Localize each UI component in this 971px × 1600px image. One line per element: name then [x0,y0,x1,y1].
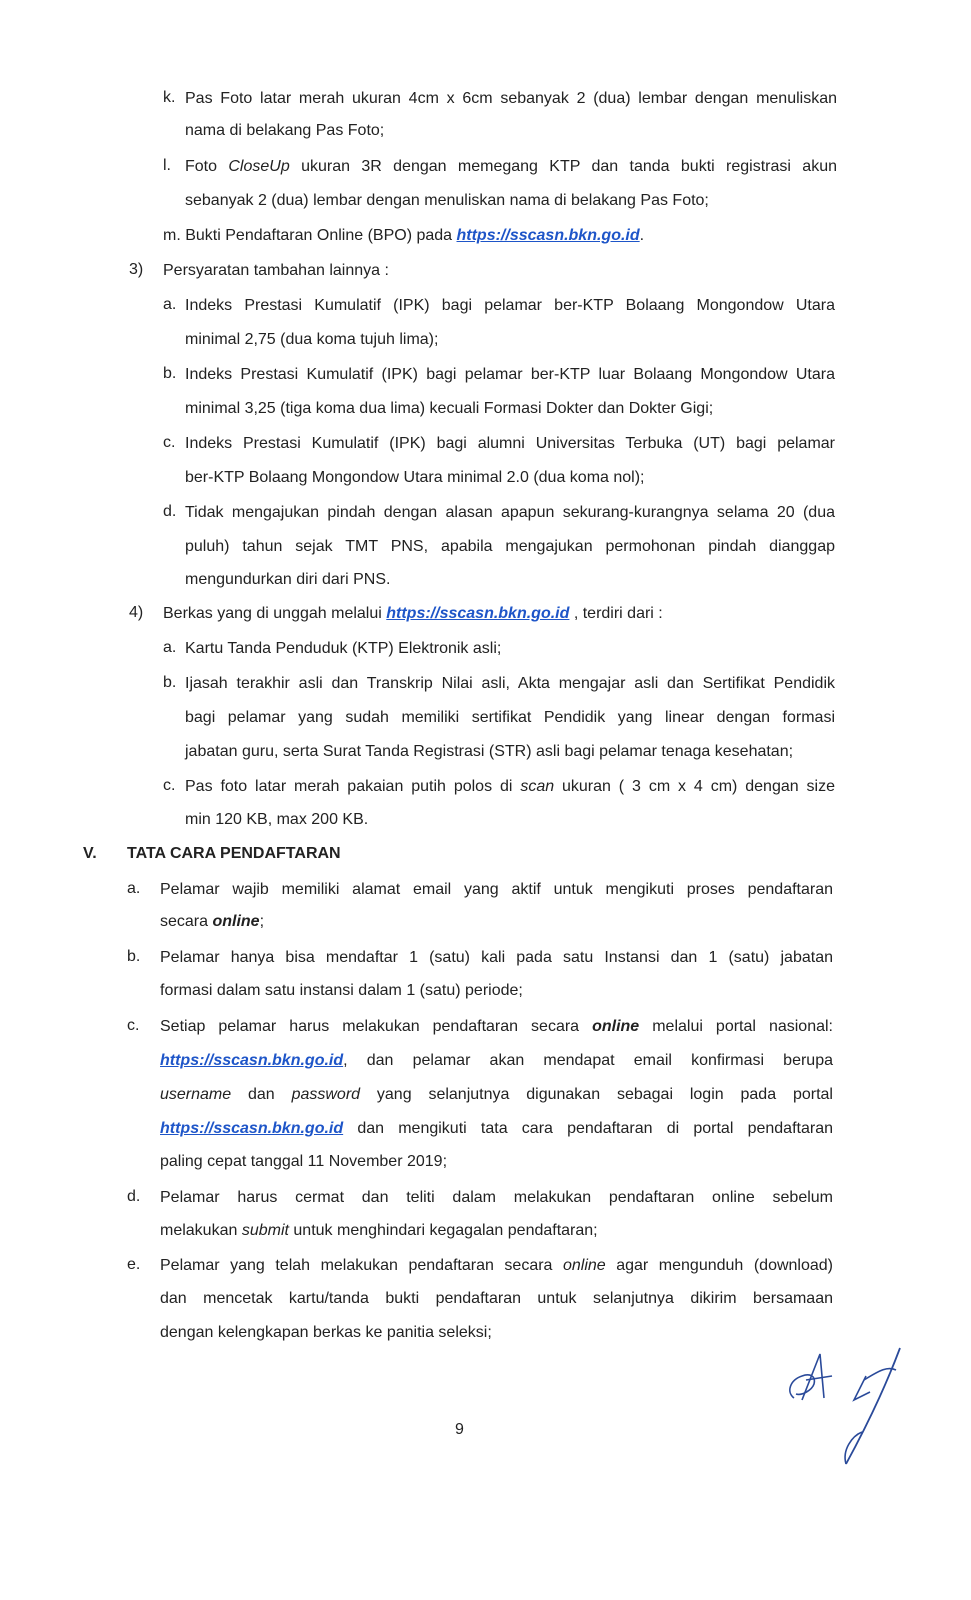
item-m-line [163,226,644,246]
section-v-item-b-line2: formasi dalam satu instansi dalam 1 (satu) periode; [160,982,523,999]
item-marker: e. [127,1256,141,1273]
text-run: ukuran 3R dengan memegang KTP dan tanda bukti registrasi akun [289,158,837,175]
emphasis-text: CloseUp [228,158,290,175]
item-marker: c. [163,434,176,451]
section-4-title [163,604,663,624]
section-3-item-a-line2: minimal 2,75 (dua koma tujuh lima); [185,331,439,348]
section-v-item-e-line3: dengan kelengkapan berkas ke panitia seleksi; [160,1324,492,1341]
item-marker: d. [127,1188,141,1205]
text-run: secara [160,913,213,930]
section-3-title: Persyaratan tambahan lainnya : [163,262,389,279]
emphasis-text: online [592,1018,640,1035]
text-run: untuk menghindari kegagalan pendaftaran; [288,1222,598,1239]
text-run: Berkas yang di unggah melalui [163,605,387,622]
text-run: Bukti Pendaftaran Online (BPO) pada [185,227,457,244]
text-run: agar mengunduh (download) [605,1257,834,1274]
item-marker: a. [163,639,177,656]
item-l-line1 [185,157,837,177]
section-4-item-b-line2: bagi pelamar yang sudah memiliki sertifikat Pendidik yang linear dengan formasi [185,709,835,726]
item-marker: b. [163,365,177,382]
section-v-item-c-line4 [160,1119,833,1139]
sscasn-link[interactable]: https://sscasn.bkn.go.id [160,1120,344,1137]
text-run: Pas foto latar merah pakaian putih polos di [185,778,521,795]
text-run: , terdiri dari : [569,605,663,622]
text-run: ; [259,913,265,930]
section-v-item-e-line2: dan mencetak kartu/tanda bukti pendaftaran untuk selanjutnya dikirim bersamaan [160,1290,833,1307]
section-v-item-e-line1 [160,1256,833,1276]
text-run: Setiap pelamar harus melakukan pendaftaran secara [160,1018,593,1035]
sscasn-link[interactable]: https://sscasn.bkn.go.id [386,605,570,622]
section-3-item-d-line1: Tidak mengajukan pindah dengan alasan apapun sekurang-kurangnya selama 20 (dua [185,504,835,521]
text-run: . [639,227,645,244]
text-run: , dan pelamar akan mendapat email konfirmasi berupa [343,1052,833,1069]
text-run: dan mengikuti tata cara pendaftaran di portal pendaftaran [343,1120,833,1137]
text-run: Pelamar yang telah melakukan pendaftaran secara [160,1257,563,1274]
section-4-item-c-line2: min 120 KB, max 200 KB. [185,811,369,828]
text-run: melalui portal nasional: [639,1018,834,1035]
item-k-line1: Pas Foto latar merah ukuran 4cm x 6cm sebanyak 2 (dua) lembar dengan menuliskan [185,90,837,107]
text-run: Foto [185,158,229,175]
item-marker: a. [163,296,177,313]
section-4-item-b-line1: Ijasah terakhir asli dan Transkrip Nilai asli, Akta mengajar asli dan Sertifikat Pendidik [185,675,835,692]
item-marker: c. [127,1017,140,1034]
section-v-marker: V. [83,845,97,862]
emphasis-text: online [563,1257,606,1274]
section-3-item-d-line3: mengundurkan diri dari PNS. [185,571,391,588]
section-v-item-c-line3 [160,1085,833,1105]
section-4-marker: 4) [129,604,144,621]
section-v-item-b-line1: Pelamar hanya bisa mendaftar 1 (satu) kali pada satu Instansi dan 1 (satu) jabatan [160,949,833,966]
item-marker: c. [163,777,176,794]
section-v-item-a-line2 [160,912,264,932]
item-marker: l. [163,157,171,174]
section-3-item-a-line1: Indeks Prestasi Kumulatif (IPK) bagi pelamar ber-KTP Bolaang Mongondow Utara [185,297,835,314]
emphasis-text: online [212,913,260,930]
item-marker: b. [163,674,177,691]
emphasis-text: username [160,1086,232,1103]
sscasn-link[interactable]: https://sscasn.bkn.go.id [160,1052,344,1069]
emphasis-text: submit [241,1222,289,1239]
section-3-item-c-line2: ber-KTP Bolaang Mongondow Utara minimal 2.0 (dua koma nol); [185,469,645,486]
item-marker: k. [163,89,176,106]
item-l-line2: sebanyak 2 (dua) lembar dengan menuliskan nama di belakang Pas Foto; [185,192,709,209]
section-3-marker: 3) [129,261,144,278]
emphasis-text: scan [520,778,555,795]
section-v-item-c-line2 [160,1051,833,1071]
section-4-item-a-line1: Kartu Tanda Penduduk (KTP) Elektronik asli; [185,640,502,657]
section-3-item-b-line2: minimal 3,25 (tiga koma dua lima) kecuali Formasi Dokter dan Dokter Gigi; [185,400,714,417]
text-run: dan [231,1086,292,1103]
section-4-item-b-line3: jabatan guru, serta Surat Tanda Registrasi (STR) asli bagi pelamar tenaga kesehatan; [185,743,794,760]
section-v-item-d-line2 [160,1221,598,1241]
item-marker: b. [127,948,141,965]
item-marker: a. [127,880,141,897]
section-v-title: TATA CARA PENDAFTARAN [127,845,341,862]
text-run: yang selanjutnya digunakan sebagai login pada portal [360,1086,833,1103]
section-v-item-d-line1: Pelamar harus cermat dan teliti dalam melakukan pendaftaran online sebelum [160,1189,833,1206]
section-4-item-c-line1 [185,777,835,797]
item-marker: d. [163,503,177,520]
section-v-item-c-line1 [160,1017,833,1037]
page-number: 9 [455,1421,464,1438]
section-v-item-a-line1: Pelamar wajib memiliki alamat email yang aktif untuk mengikuti proses pendaftaran [160,881,833,898]
section-3-item-c-line1: Indeks Prestasi Kumulatif (IPK) bagi alumni Universitas Terbuka (UT) bagi pelamar [185,435,835,452]
text-run: melakukan [160,1222,242,1239]
item-marker: m. [163,227,181,244]
emphasis-text: password [291,1086,361,1103]
handwritten-signature-icon [780,1340,940,1470]
item-k-line2: nama di belakang Pas Foto; [185,122,385,139]
text-run: ukuran ( 3 cm x 4 cm) dengan size [554,778,835,795]
sscasn-link[interactable]: https://sscasn.bkn.go.id [456,227,640,244]
section-3-item-b-line1: Indeks Prestasi Kumulatif (IPK) bagi pelamar ber-KTP luar Bolaang Mongondow Utara [185,366,835,383]
section-v-item-c-line5: paling cepat tanggal 11 November 2019; [160,1153,448,1170]
section-3-item-d-line2: puluh) tahun sejak TMT PNS, apabila mengajukan permohonan pindah dianggap [185,538,835,555]
